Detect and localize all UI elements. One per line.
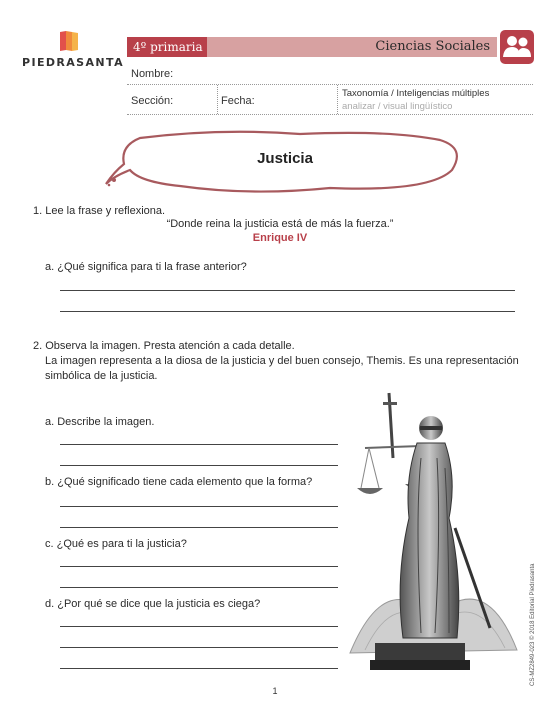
book-logo-icon	[58, 30, 80, 52]
answer-line[interactable]	[60, 587, 338, 588]
page-title: Justicia	[257, 150, 313, 167]
answer-line[interactable]	[60, 647, 338, 648]
taxonomy-detail: analizar / visual lingüístico	[342, 101, 453, 112]
field-divider	[217, 85, 218, 114]
question-2a: a. Describe la imagen.	[45, 416, 155, 428]
answer-line[interactable]	[60, 506, 338, 507]
question-2c: c. ¿Qué es para ti la justicia?	[45, 538, 187, 550]
quote-text: “Donde reina la justicia está de más la fuerza.”	[166, 218, 394, 230]
question-2-text-cont: simbólica de la justicia.	[45, 370, 158, 382]
copyright-text: CS-MZ2849-023 © 2018 Editorial Piedrasanta	[530, 563, 536, 686]
answer-line[interactable]	[60, 566, 338, 567]
field-divider	[337, 85, 338, 114]
section-label: Sección:	[131, 95, 174, 107]
students-badge	[500, 30, 534, 64]
page-number: 1	[272, 686, 278, 696]
grade-label: 4º primaria	[127, 37, 207, 57]
answer-line[interactable]	[60, 311, 515, 312]
question-2d: d. ¿Por qué se dice que la justicia es ciega?	[45, 598, 261, 610]
publisher-logo	[22, 28, 122, 72]
name-field[interactable]	[127, 84, 533, 85]
subject-label: Ciencias Sociales	[375, 39, 490, 54]
quote-author: Enrique IV	[252, 232, 308, 244]
answer-line[interactable]	[60, 290, 515, 291]
question-1-prompt: 1. Lee la frase y reflexiona.	[33, 205, 166, 217]
question-2-prompt: 2. Observa la imagen. Presta atención a cada detalle.	[33, 340, 295, 352]
question-1a: a. ¿Qué significa para ti la frase anterior?	[45, 261, 247, 273]
name-label: Nombre:	[131, 68, 174, 80]
answer-line[interactable]	[60, 626, 338, 627]
question-2b: b. ¿Qué significado tiene cada elemento que la forma?	[45, 476, 313, 488]
answer-line[interactable]	[60, 527, 338, 528]
section-field[interactable]	[127, 114, 533, 115]
answer-line[interactable]	[60, 444, 338, 445]
students-icon	[500, 30, 534, 64]
question-2-text: La imagen representa a la diosa de la justicia y del buen consejo, Themis. Es una representación	[45, 355, 519, 367]
answer-line[interactable]	[60, 668, 338, 669]
answer-line[interactable]	[60, 465, 338, 466]
logo-text: PIEDRASANTA	[22, 56, 124, 69]
taxonomy-label: Taxonomía / Inteligencias múltiples	[342, 88, 490, 99]
themis-statue-image	[345, 388, 520, 683]
date-label: Fecha:	[221, 95, 255, 107]
